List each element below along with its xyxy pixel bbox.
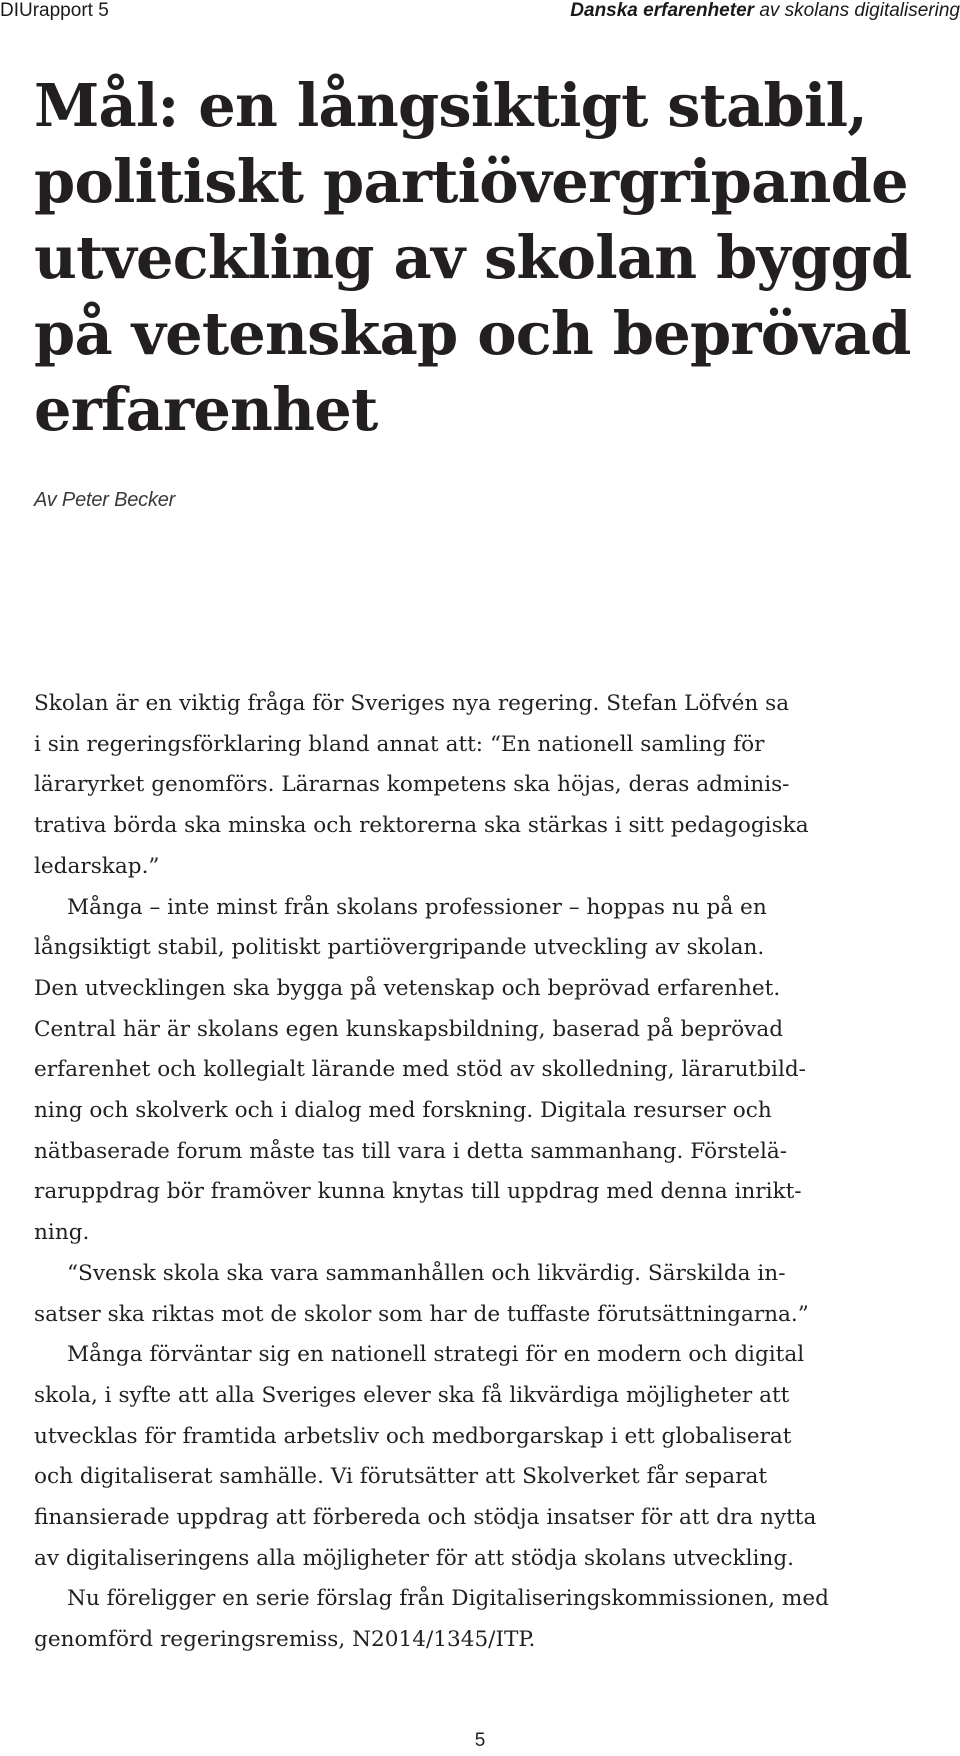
title-line: erfarenhet <box>34 375 378 444</box>
title-line: Mål: en långsiktigt stabil, <box>34 71 867 140</box>
running-header-left: DIUrapport 5 <box>0 0 109 21</box>
body-line: ning och skolverk och i dialog med forskning. Digitala resurser och <box>34 1098 772 1124</box>
body-line: och digitaliserat samhälle. Vi förutsätter att Skolverket får separat <box>34 1464 768 1490</box>
article-body <box>34 684 934 1661</box>
byline: Av Peter Becker <box>34 489 176 511</box>
body-line: Många – inte minst från skolans professioner – hoppas nu på en <box>67 894 767 920</box>
running-header-right-rest: av skolans digitalisering <box>754 0 960 21</box>
title-line: utveckling av skolan byggd <box>34 223 912 292</box>
body-line: läraryrket genomförs. Lärarnas kompetens ska höjas, deras adminis- <box>34 772 790 798</box>
body-line: raruppdrag bör framöver kunna knytas till uppdrag med denna inrikt- <box>34 1179 802 1205</box>
body-line: Skolan är en viktig fråga för Sveriges nya regering. Stefan Löfvén sa <box>34 691 790 716</box>
body-line: Nu föreligger en serie förslag från Digitaliseringskommissionen, med <box>67 1586 829 1612</box>
body-line: trativa börda ska minska och rektorerna ska stärkas i sitt pedagogiska <box>34 813 809 839</box>
body-line: Den utvecklingen ska bygga på vetenskap och beprövad erfarenhet. <box>34 975 781 1001</box>
body-line: Många förväntar sig en nationell strategi för en modern och digital <box>67 1342 805 1368</box>
body-line: ledarskap.” <box>34 853 160 879</box>
title-line: på vetenskap och beprövad <box>34 299 911 368</box>
body-line: långsiktigt stabil, politiskt partiövergripande utveckling av skolan. <box>34 935 765 961</box>
body-line: av digitaliseringens alla möjligheter för att stödja skolans utveckling. <box>34 1545 795 1571</box>
running-header-right-bold: Danska erfarenheter <box>570 0 755 21</box>
article-title <box>34 68 914 448</box>
body-line: nätbaserade forum måste tas till vara i detta sammanhang. Förstelä- <box>34 1138 788 1164</box>
body-line: “Svensk skola ska vara sammanhållen och likvärdig. Särskilda in- <box>67 1260 786 1286</box>
body-line: skola, i syfte att alla Sveriges elever ska få likvärdiga möjligheter att <box>34 1382 790 1408</box>
page-number: 5 <box>474 1730 486 1751</box>
title-line: politiskt partiövergripande <box>34 147 908 216</box>
body-line: genomförd regeringsremiss, N2014/1345/ITP. <box>34 1627 536 1653</box>
running-header-right <box>570 0 960 22</box>
body-line: utvecklas för framtida arbetsliv och medborgarskap i ett globaliserat <box>34 1423 792 1449</box>
body-line: Central här är skolans egen kunskapsbildning, baserad på beprövad <box>34 1016 784 1042</box>
body-line: ning. <box>34 1220 90 1246</box>
body-line: satser ska riktas mot de skolor som har de tuffaste förutsättningarna.” <box>34 1301 809 1327</box>
body-line: finansierade uppdrag att förbereda och stödja insatser för att dra nytta <box>34 1505 817 1531</box>
body-line: erfarenhet och kollegialt lärande med stöd av skolledning, lärarutbild- <box>34 1057 806 1083</box>
body-line: i sin regeringsförklaring bland annat att: “En nationell samling för <box>34 731 765 757</box>
